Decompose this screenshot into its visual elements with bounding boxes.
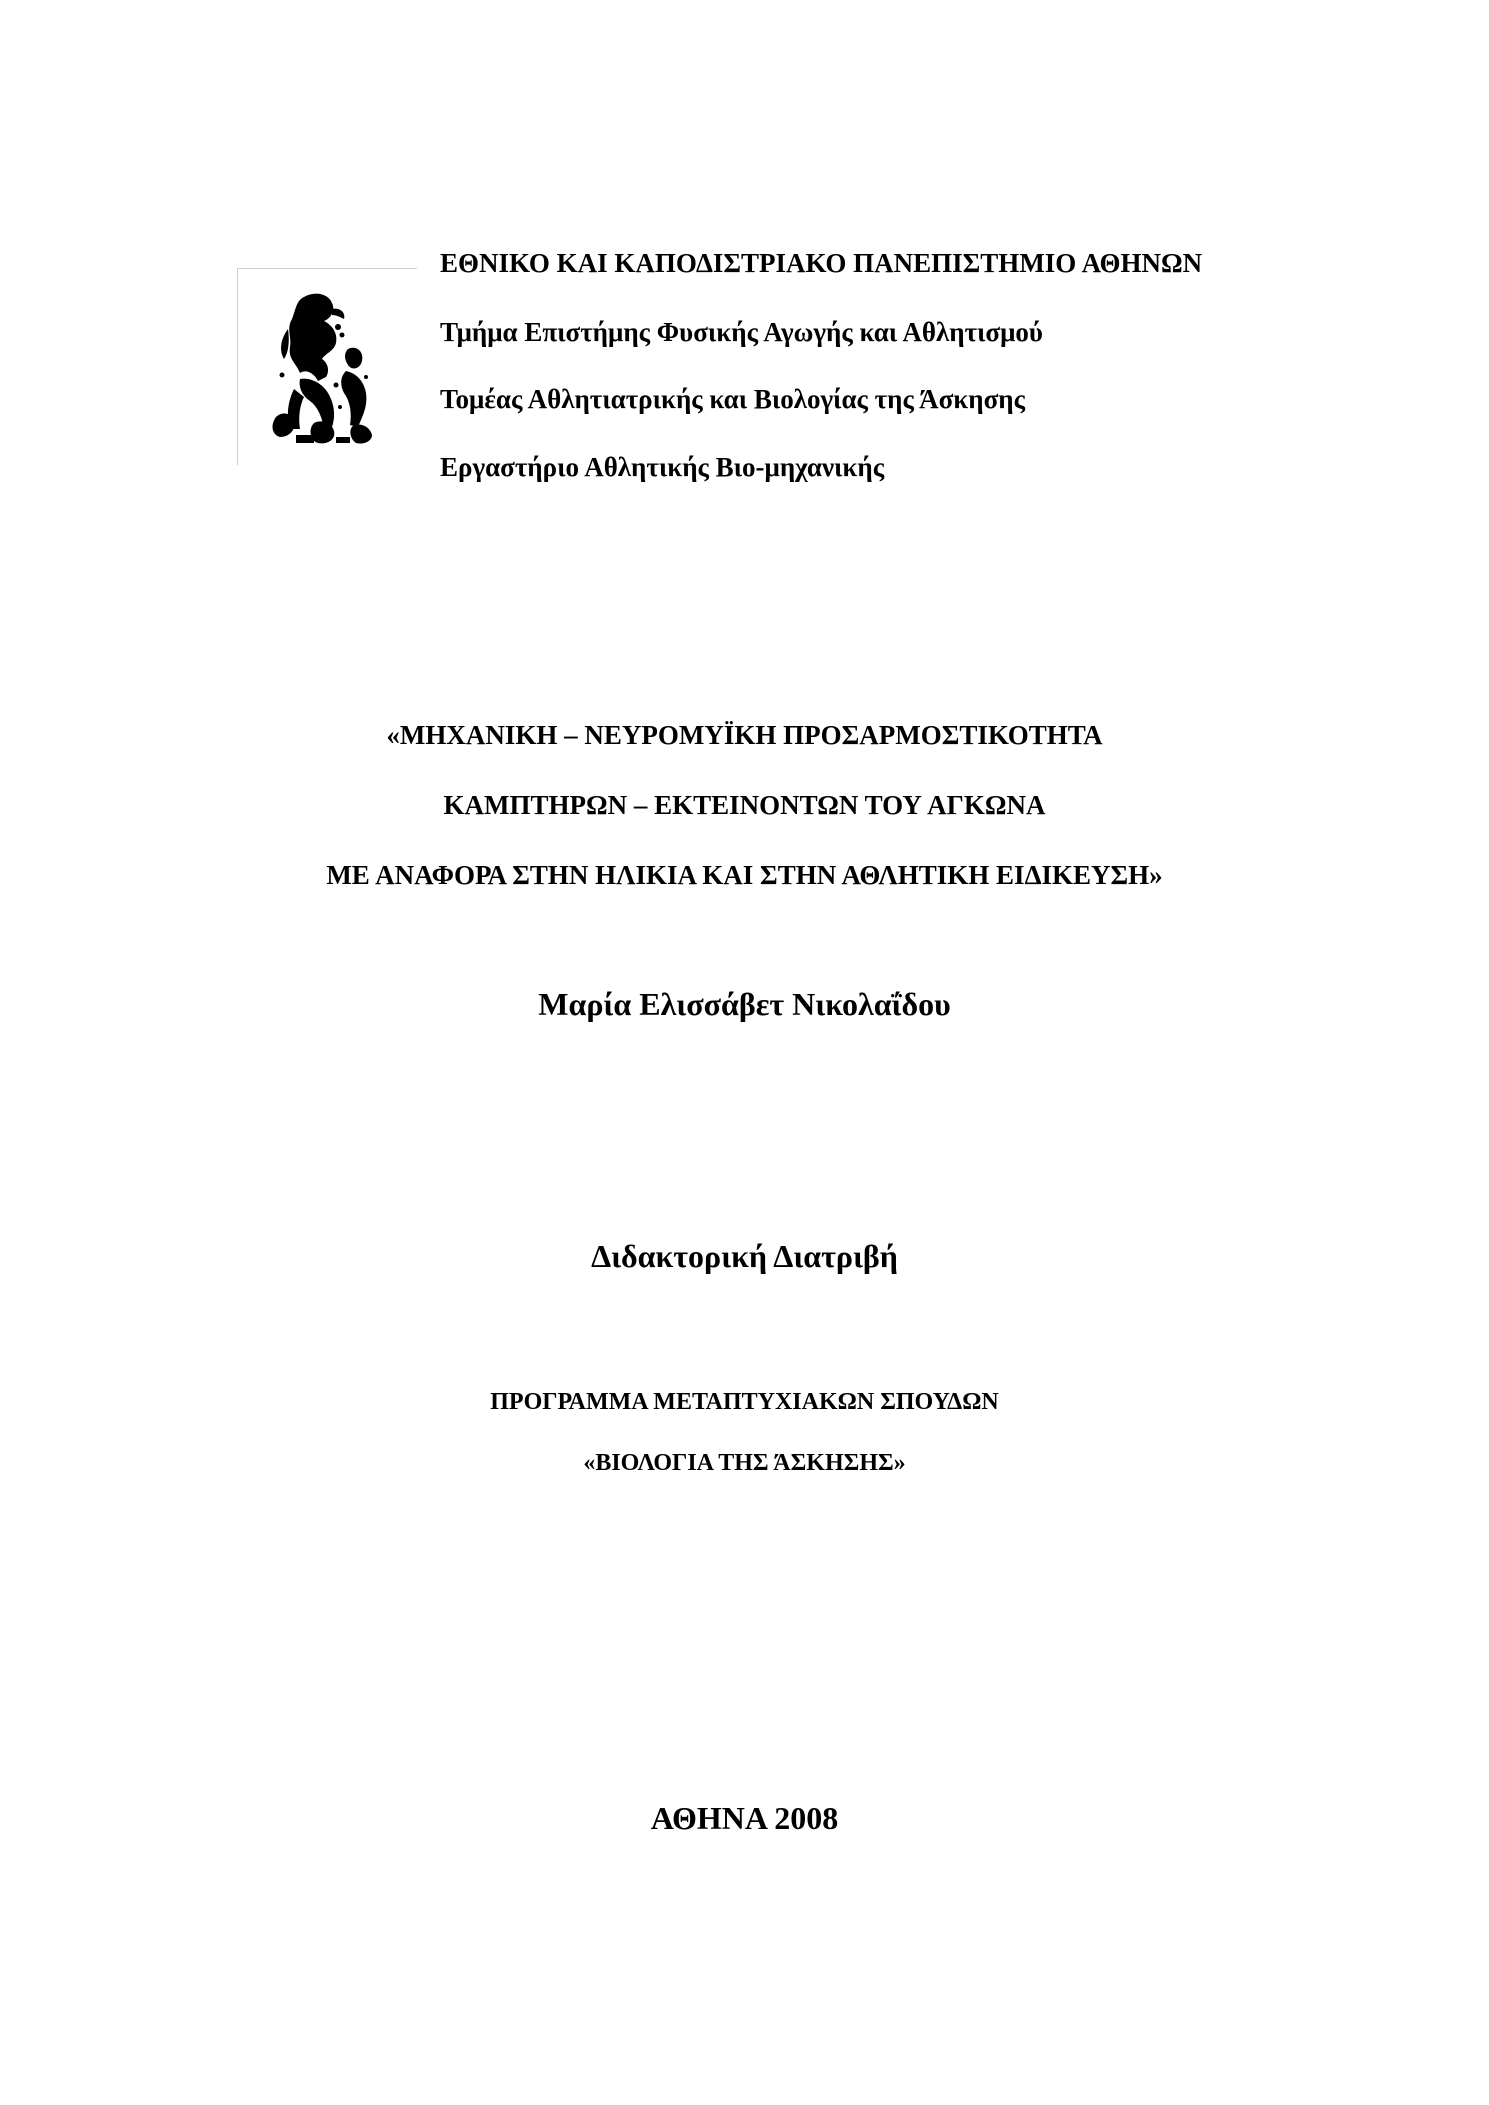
university-logo: [237, 268, 417, 465]
thesis-title-line-2: ΚΑΜΠΤΗΡΩΝ – ΕΚΤΕΙΝΟΝΤΩΝ ΤΟΥ ΑΓΚΩΝΑ: [443, 790, 1046, 820]
author-name: Μαρία Ελισσάβετ Νικολαΐδου: [538, 986, 951, 1022]
thesis-title-line-1: «ΜΗΧΑΝΙΚΗ – ΝΕΥΡΟΜΥΪΚΗ ΠΡΟΣΑΡΜΟΣΤΙΚΟΤΗΤΑ: [386, 720, 1103, 750]
program-line-1: ΠΡΟΓΡΑΜΜΑ ΜΕΤΑΠΤΥΧΙΑΚΩΝ ΣΠΟΥΔΩΝ: [490, 1389, 999, 1415]
laboratory-name: Εργαστήριο Αθλητικής Βιο-μηχανικής: [440, 452, 885, 482]
place-and-year: ΑΘΗΝΑ 2008: [650, 1800, 839, 1836]
section-name: Τομέας Αθλητιατρικής και Βιολογίας της Άσκησης: [440, 384, 1026, 414]
program-line-2: «ΒΙΟΛΟΓΙΑ ΤΗΣ ΆΣΚΗΣΗΣ»: [583, 1450, 906, 1476]
thesis-title-line-3: ΜΕ ΑΝΑΦΟΡΑ ΣΤΗΝ ΗΛΙΚΙΑ ΚΑΙ ΣΤΗΝ ΑΘΛΗΤΙΚΗ ΕΙΔΙΚΕΥΣΗ»: [326, 860, 1163, 890]
university-emblem-icon: [266, 289, 386, 449]
department-name: Τμήμα Επιστήμης Φυσικής Αγωγής και Αθλητισμού: [440, 317, 1043, 347]
document-type: Διδακτορική Διατριβή: [591, 1238, 898, 1274]
university-name: ΕΘΝΙΚΟ ΚΑΙ ΚΑΠΟΔΙΣΤΡΙΑΚΟ ΠΑΝΕΠΙΣΤΗΜΙΟ ΑΘΗΝΩΝ: [440, 248, 1203, 278]
